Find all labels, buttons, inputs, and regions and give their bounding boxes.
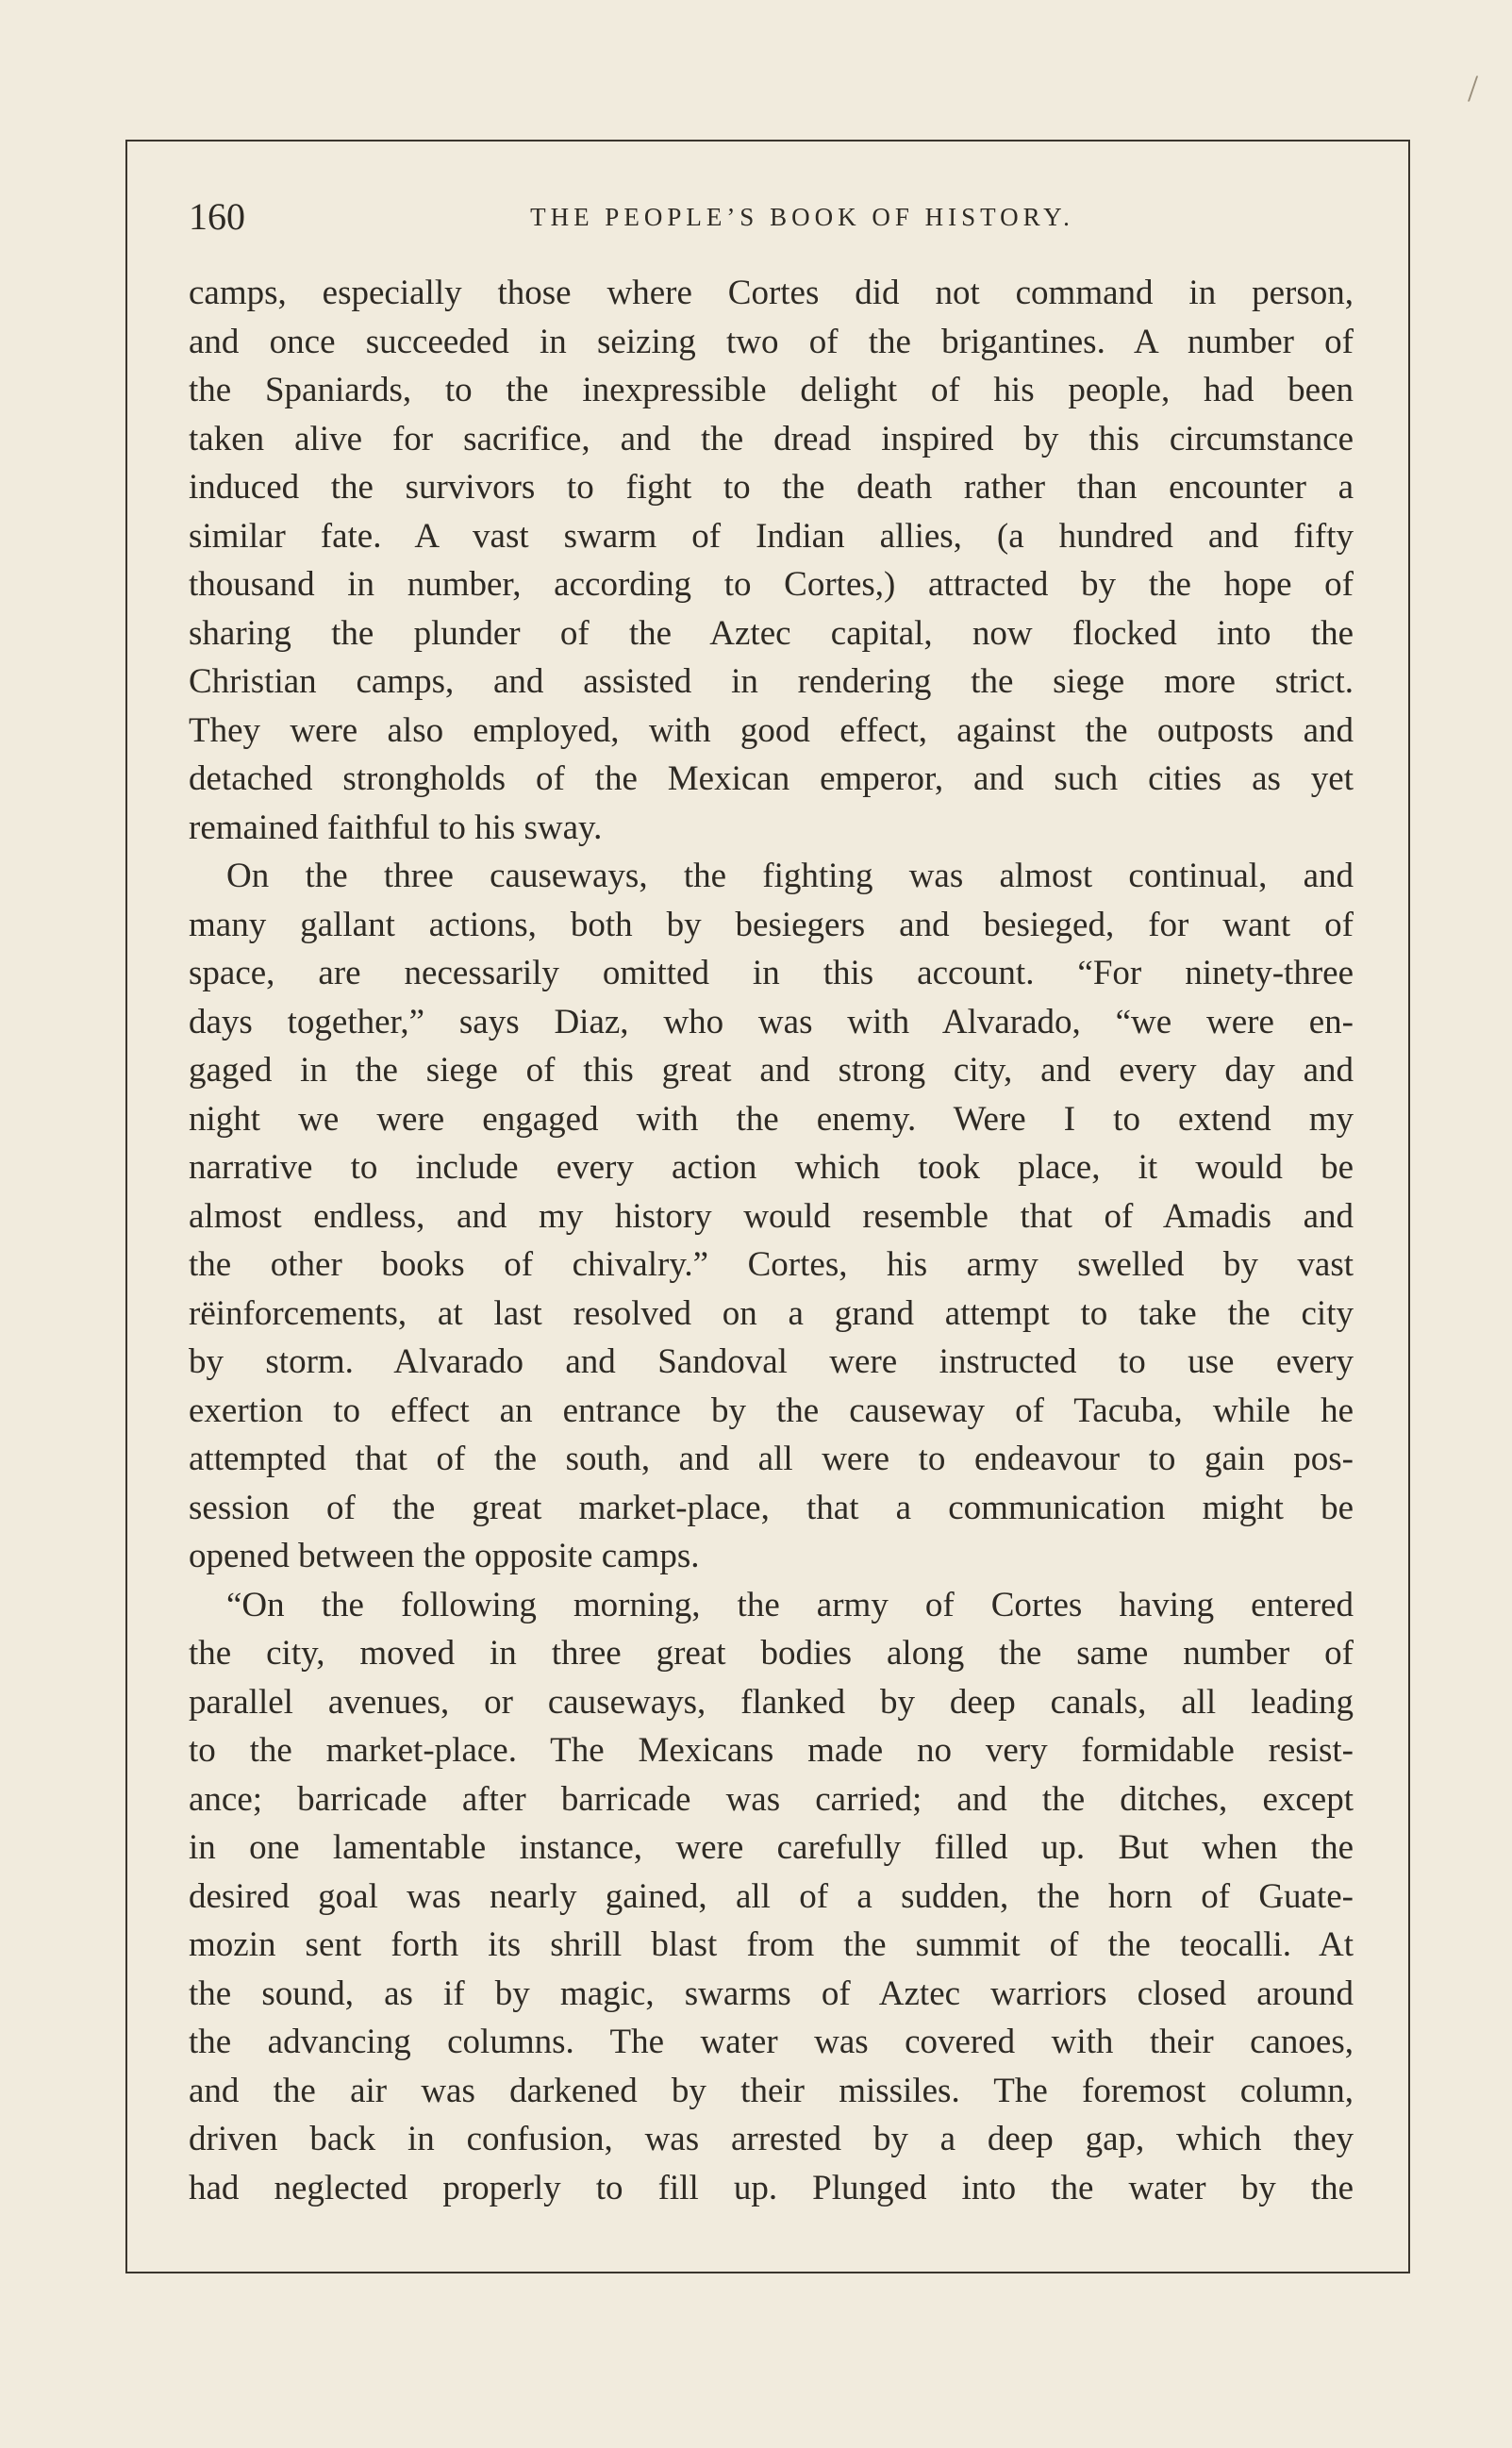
- text-line: remained faithful to his sway.: [189, 808, 603, 847]
- text-line: session of the great market-place, that a communication might be: [189, 1488, 1354, 1527]
- text-line: camps, especially those where Cortes did not command in person,: [189, 274, 1354, 312]
- text-line: opened between the opposite camps.: [189, 1537, 700, 1575]
- text-line: many gallant actions, both by besiegers and besieged, for want of: [189, 905, 1354, 944]
- page-number: 160: [189, 195, 245, 238]
- text-line: the other books of chivalry.” Cortes, his army swelled by vast: [189, 1245, 1354, 1284]
- text-line: gaged in the siege of this great and strong city, and every day and: [189, 1051, 1354, 1090]
- margin-pencil-mark: /: [1468, 67, 1479, 109]
- text-line: Christian camps, and assisted in rendering the siege more strict.: [189, 662, 1354, 701]
- text-line: They were also employed, with good effect, against the outposts and: [189, 710, 1354, 750]
- text-line: the city, moved in three great bodies along the same number of: [189, 1634, 1354, 1673]
- text-line: had neglected properly to fill up. Plunged into the water by the: [189, 2168, 1354, 2207]
- text-line: taken alive for sacrifice, and the dread inspired by this circumstance: [189, 419, 1354, 458]
- paragraph-first-line: On the three causeways, the fighting was almost continual, and: [226, 857, 1354, 895]
- text-line: ance; barricade after barricade was carried; and the ditches, except: [189, 1779, 1354, 1819]
- text-line: and the air was darkened by their missiles. The foremost column,: [189, 2071, 1354, 2110]
- text-line: driven back in confusion, was arrested by a deep gap, which they: [189, 2120, 1354, 2158]
- text-line: narrative to include every action which took place, it would be: [189, 1148, 1354, 1187]
- text-line: desired goal was nearly gained, all of a sudden, the horn of Guate-: [189, 1876, 1354, 1916]
- text-line: detached strongholds of the Mexican emperor, and such cities as yet: [189, 759, 1354, 798]
- text-line: days together,” says Diaz, who was with Alvarado, “we were en-: [189, 1002, 1354, 1041]
- text-line: the sound, as if by magic, swarms of Aztec warriors closed around: [189, 1973, 1354, 2013]
- text-line: by storm. Alvarado and Sandoval were instructed to use every: [189, 1342, 1354, 1381]
- text-line: the Spaniards, to the inexpressible delight of his people, had been: [189, 371, 1354, 409]
- text-line: night we were engaged with the enemy. Were I to extend my: [189, 1099, 1354, 1139]
- text-line: parallel avenues, or causeways, flanked by deep canals, all leading: [189, 1682, 1354, 1722]
- text-line: and once succeeded in seizing two of the brigantines. A number of: [189, 322, 1354, 361]
- page-header: [189, 189, 1363, 245]
- text-line: rëinforcements, at last resolved on a grand attempt to take the city: [189, 1293, 1354, 1333]
- text-line: almost endless, and my history would resemble that of Amadis and: [189, 1196, 1354, 1236]
- text-line: induced the survivors to fight to the death rather than encounter a: [189, 468, 1354, 507]
- text-line: thousand in number, according to Cortes,) attracted by the hope of: [189, 565, 1354, 604]
- text-line: the advancing columns. The water was covered with their canoes,: [189, 2023, 1354, 2061]
- paragraph-first-line: “On the following morning, the army of Cortes having entered: [226, 1585, 1354, 1624]
- text-line: in one lamentable instance, were carefully filled up. But when the: [189, 1828, 1354, 1867]
- running-title: THE PEOPLE’S BOOK OF HISTORY.: [530, 203, 1074, 231]
- text-line: similar fate. A vast swarm of Indian allies, (a hundred and fifty: [189, 516, 1354, 556]
- text-line: attempted that of the south, and all were to endeavour to gain pos-: [189, 1440, 1354, 1478]
- text-line: to the market-place. The Mexicans made no very formidable resist-: [189, 1731, 1354, 1770]
- text-line: exertion to effect an entrance by the causeway of Tacuba, while he: [189, 1391, 1354, 1430]
- body-text: [189, 269, 1354, 2212]
- text-line: mozin sent forth its shrill blast from the summit of the teocalli. At: [189, 1925, 1354, 1964]
- text-line: space, are necessarily omitted in this account. “For ninety-three: [189, 954, 1354, 992]
- text-line: sharing the plunder of the Aztec capital, now flocked into the: [189, 613, 1354, 653]
